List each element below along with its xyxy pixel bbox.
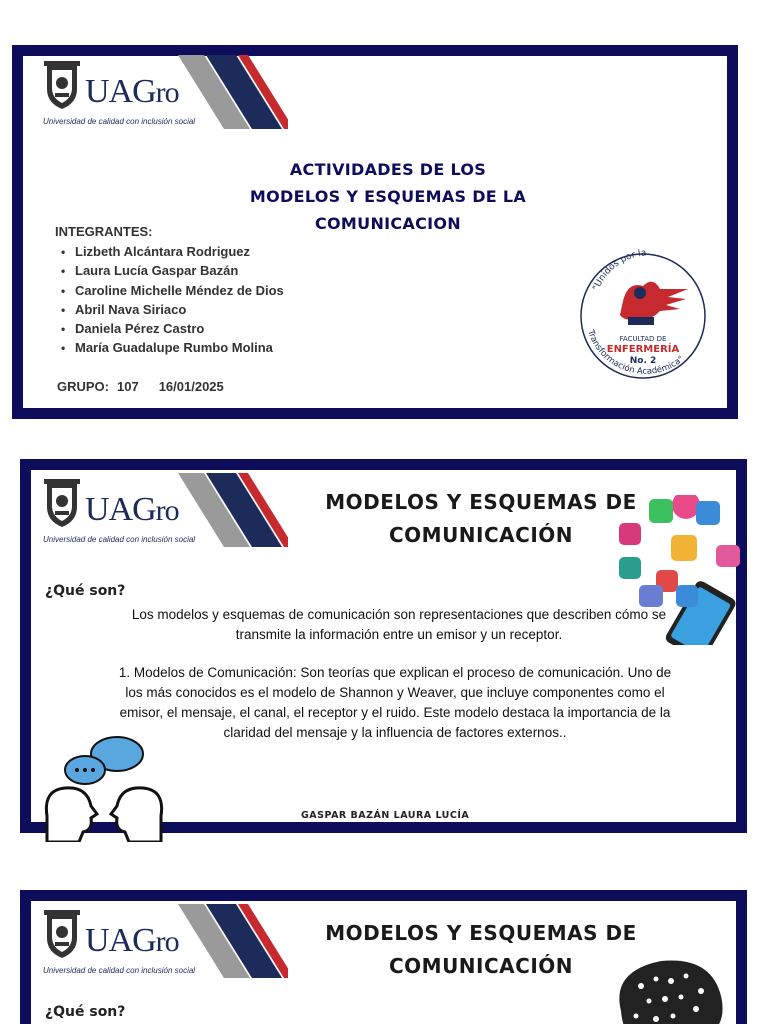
content-card xyxy=(20,459,747,833)
section-title: MODELOS Y ESQUEMAS DE COMUNICACIÓN xyxy=(325,921,637,978)
content-card-2 xyxy=(20,890,747,1024)
date: 16/01/2025 xyxy=(158,379,224,394)
group-info xyxy=(57,379,232,394)
member-item: • Caroline Michelle Méndez de Dios xyxy=(75,281,284,300)
cover-card xyxy=(12,45,738,419)
intro-paragraph: Los modelos y esquemas de comunicación son representaciones que describen cómo se transmite la información entre un emisor y un receptor. xyxy=(131,607,667,642)
brand-name: UAGro xyxy=(85,922,179,959)
enfermeria-emblem xyxy=(568,231,718,391)
uagro-seal-icon xyxy=(43,59,81,111)
brand-stripes xyxy=(178,473,288,547)
member-item: • Daniela Pérez Castro xyxy=(75,319,284,338)
emblem-arc-top: "Unidos por la xyxy=(591,248,647,293)
models-paragraph: 1. Modelos de Comunicación: Son teorías que explican el proceso de comunicación. Uno de los más conocidos es el modelo de Shannon y Weaver, que incluye componentes como el emisor, el mensaje, el canal, el receptor y el ruido. Este modelo destaca la importancia de la claridad del mensaje y la influencia de factores externos.. xyxy=(118,665,672,740)
brand-name: UAGro xyxy=(85,73,179,110)
uagro-seal-icon xyxy=(43,477,81,529)
members-label: INTEGRANTES: xyxy=(55,224,153,239)
member-item: • Abril Nava Siriaco xyxy=(75,300,284,319)
brand-name: UAGro xyxy=(85,491,179,528)
emblem-arc-bottom: Transformación Académica" xyxy=(585,328,686,377)
question-heading: ¿Qué son? xyxy=(45,1004,126,1020)
emblem-school: ENFERMERÍA xyxy=(606,344,680,355)
question-heading: ¿Qué son? xyxy=(45,583,126,599)
emblem-number: No. 2 xyxy=(629,356,657,366)
member-item: • Lizbeth Alcántara Rodriguez xyxy=(75,242,284,261)
members-list xyxy=(75,242,284,358)
brand-stripes xyxy=(178,904,288,978)
brand-tagline: Universidad de calidad con inclusión social xyxy=(43,117,196,126)
uagro-logo xyxy=(43,59,283,139)
document-title: ACTIVIDADES DE LOS MODELOS Y ESQUEMAS DE LA COMUNICACION xyxy=(249,160,527,233)
emblem-faculty: FACULTAD DE xyxy=(619,335,667,343)
talking-heads-illustration xyxy=(39,736,167,842)
member-item: • María Guadalupe Rumbo Molina xyxy=(75,338,284,357)
brand-tagline: Universidad de calidad con inclusión social xyxy=(43,966,196,975)
group-label: GRUPO: xyxy=(57,379,109,394)
uagro-seal-icon xyxy=(43,908,81,960)
uagro-logo xyxy=(43,477,283,557)
section-title: MODELOS Y ESQUEMAS DE COMUNICACIÓN xyxy=(325,490,637,547)
uagro-logo xyxy=(43,908,283,988)
group-number: 107 xyxy=(117,379,139,394)
author-signature: GASPAR BAZÁN LAURA LUCÍA xyxy=(301,810,470,821)
eagle-icon xyxy=(620,282,688,325)
brand-tagline: Universidad de calidad con inclusión social xyxy=(43,535,196,544)
brand-stripes xyxy=(178,55,288,129)
member-item: • Laura Lucía Gaspar Bazán xyxy=(75,261,284,280)
brain-illustration xyxy=(601,951,731,1024)
